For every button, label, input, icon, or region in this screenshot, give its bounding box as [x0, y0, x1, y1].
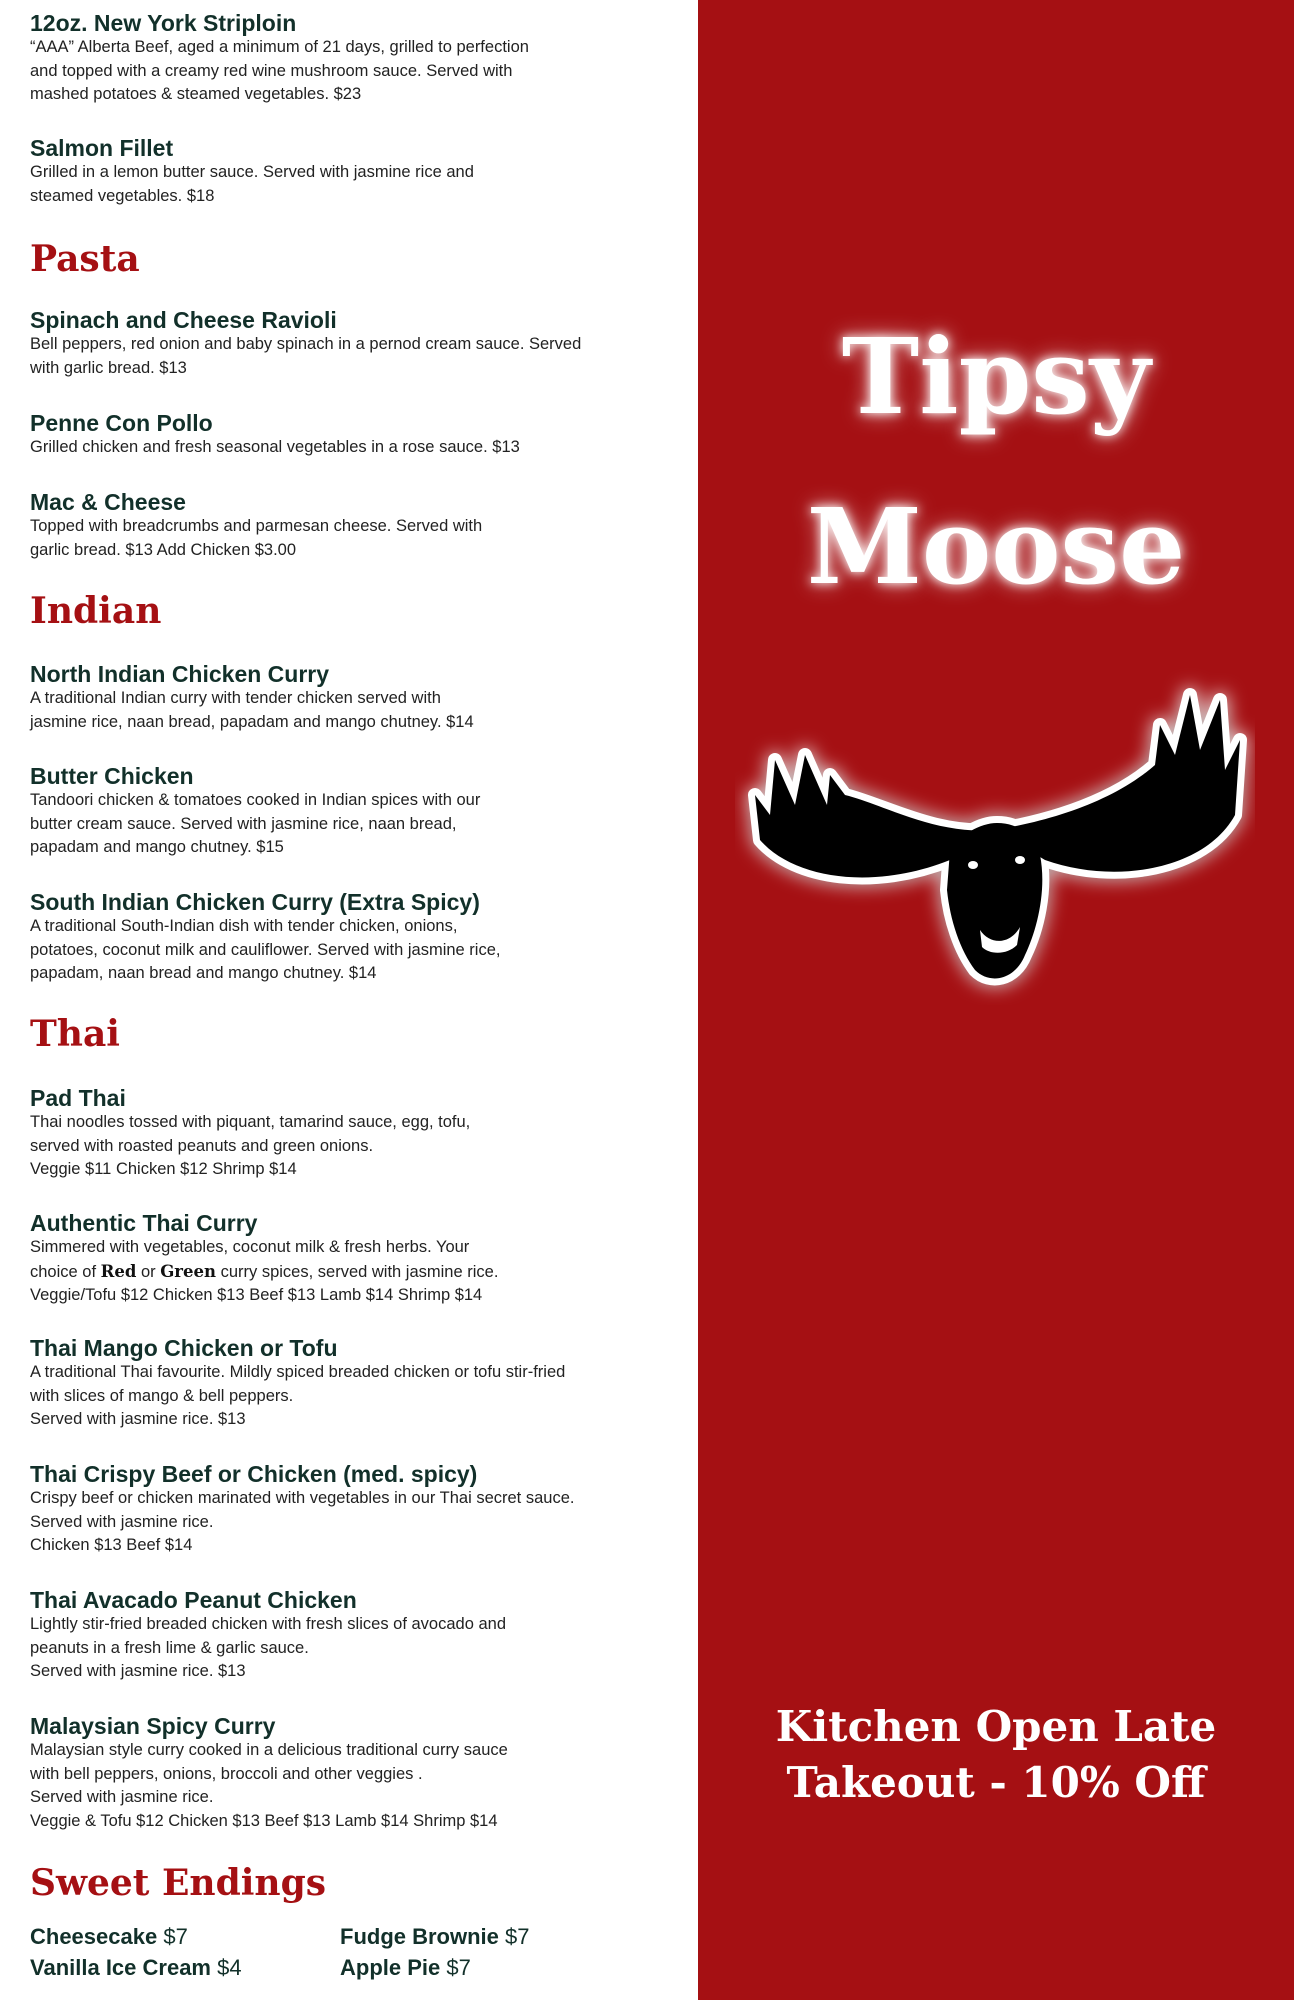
menu-item-ravioli [30, 307, 660, 380]
menu-item-malaysian-curry [30, 1713, 660, 1833]
item-name: North Indian Chicken Curry [30, 661, 330, 687]
dessert-price: $7 [498, 1924, 530, 1949]
item-description: A traditional Indian curry with tender chicken served with jasmine rice, naan bread, papadam and mango chutney. $14 [30, 689, 474, 731]
section-heading-indian: Indian [30, 590, 162, 632]
moose-head-icon [735, 655, 1255, 1005]
dessert-name: Cheesecake [30, 1924, 158, 1949]
price-line: Veggie/Tofu $12 Chicken $13 Beef $13 Lamb $14 Shrimp $14 [30, 1286, 483, 1304]
menu-item-thai-crispy [30, 1461, 660, 1558]
dessert-name: Vanilla Ice Cream [30, 1955, 211, 1980]
item-description: “AAA” Alberta Beef, aged a minimum of 21 days, grilled to perfection and topped with a creamy red wine mushroom sauce. Served with mashed potatoes & steamed vegetables. $23 [30, 38, 529, 103]
item-name: Spinach and Cheese Ravioli [30, 307, 337, 333]
menu-item-south-indian-curry [30, 889, 660, 986]
item-name: Thai Crispy Beef or Chicken (med. spicy) [30, 1461, 478, 1487]
menu-item-butter-chicken [30, 763, 660, 860]
item-description: Bell peppers, red onion and baby spinach in a pernod cream sauce. Served with garlic bread. $13 [30, 335, 582, 377]
menu-item-thai-mango [30, 1335, 660, 1432]
dessert-price: $4 [211, 1955, 242, 1980]
menu-item-salmon [30, 135, 660, 208]
section-heading-pasta: Pasta [30, 238, 140, 280]
item-name: Thai Mango Chicken or Tofu [30, 1335, 338, 1361]
item-name: Thai Avacado Peanut Chicken [30, 1587, 357, 1613]
menu-item-north-indian-curry [30, 661, 660, 734]
promo-late-kitchen: Kitchen Open Late [775, 1702, 1217, 1751]
menu-item-pad-thai [30, 1085, 660, 1182]
item-description: Lightly stir-fried breaded chicken with fresh slices of avocado and peanuts in a fresh lime & garlic sauce. Served with jasmine rice. $13 [30, 1615, 506, 1680]
item-name: South Indian Chicken Curry (Extra Spicy) [30, 889, 480, 915]
item-name: Mac & Cheese [30, 489, 186, 515]
menu-item-penne [30, 410, 660, 460]
item-name: 12oz. New York Striploin [30, 10, 297, 36]
section-heading-sweet-endings: Sweet Endings [30, 1862, 327, 1904]
desc-text: choice of [30, 1262, 101, 1281]
section-heading-thai: Thai [30, 1013, 120, 1055]
item-description: A traditional Thai favourite. Mildly spiced breaded chicken or tofu stir-fried with slices of mango & bell peppers. Served with jasmine rice. $13 [30, 1363, 566, 1428]
menu-item-mac-cheese [30, 489, 660, 562]
promo-takeout-discount: Takeout - 10% Off [786, 1758, 1206, 1807]
item-description: Thai noodles tossed with piquant, tamarind sauce, egg, tofu, served with roasted peanuts and green onions. Veggie $11 Chicken $12 Shrimp $14 [30, 1113, 471, 1178]
item-description: Grilled chicken and fresh seasonal vegetables in a rose sauce. $13 [30, 438, 520, 456]
item-name: Penne Con Pollo [30, 410, 213, 436]
menu-item-thai-avocado [30, 1587, 660, 1684]
dessert-item [340, 1924, 529, 1950]
item-name: Butter Chicken [30, 763, 194, 789]
desc-line: Simmered with vegetables, coconut milk & fresh herbs. Your [30, 1238, 470, 1256]
green-option: Green [160, 1261, 216, 1281]
item-name: Authentic Thai Curry [30, 1210, 258, 1236]
item-name: Malaysian Spicy Curry [30, 1713, 276, 1739]
menu-item-thai-curry [30, 1210, 660, 1308]
item-description: Grilled in a lemon butter sauce. Served with jasmine rice and steamed vegetables. $18 [30, 163, 474, 205]
dessert-item [340, 1955, 471, 1981]
dessert-name: Fudge Brownie [340, 1924, 499, 1949]
item-description: Topped with breadcrumbs and parmesan cheese. Served with garlic bread. $13 Add Chicken $3.00 [30, 517, 483, 559]
desc-text: or [136, 1262, 161, 1281]
brand-title-line2: Moose [806, 485, 1186, 608]
item-description: Crispy beef or chicken marinated with vegetables in our Thai secret sauce. Served with jasmine rice. Chicken $13 Beef $14 [30, 1489, 575, 1554]
item-name: Salmon Fillet [30, 135, 174, 161]
item-description [30, 1236, 660, 1308]
item-description: Tandoori chicken & tomatoes cooked in Indian spices with our butter cream sauce. Served with jasmine rice, naan bread, papadam and mango chutney. $15 [30, 791, 481, 856]
menu-item-striploin [30, 10, 660, 107]
item-description: A traditional South-Indian dish with tender chicken, onions, potatoes, coconut milk and cauliflower. Served with jasmine rice, papadam, naan bread and mango chutney. $14 [30, 917, 501, 982]
red-option: Red [100, 1261, 137, 1281]
dessert-item [30, 1955, 242, 1981]
dessert-price: $7 [157, 1924, 188, 1949]
dessert-name: Apple Pie [340, 1955, 441, 1980]
item-description: Malaysian style curry cooked in a delicious traditional curry sauce with bell peppers, onions, broccoli and other veggies . Served with jasmine rice. Veggie & Tofu $12 Chicken $13 Beef $13 Lamb $14 Shrimp $14 [30, 1741, 508, 1830]
desc-text: curry spices, served with jasmine rice. [216, 1262, 499, 1281]
brand-title-line1: Tipsy [841, 315, 1151, 438]
dessert-item [30, 1924, 188, 1950]
item-name: Pad Thai [30, 1085, 126, 1111]
dessert-price: $7 [440, 1955, 471, 1980]
